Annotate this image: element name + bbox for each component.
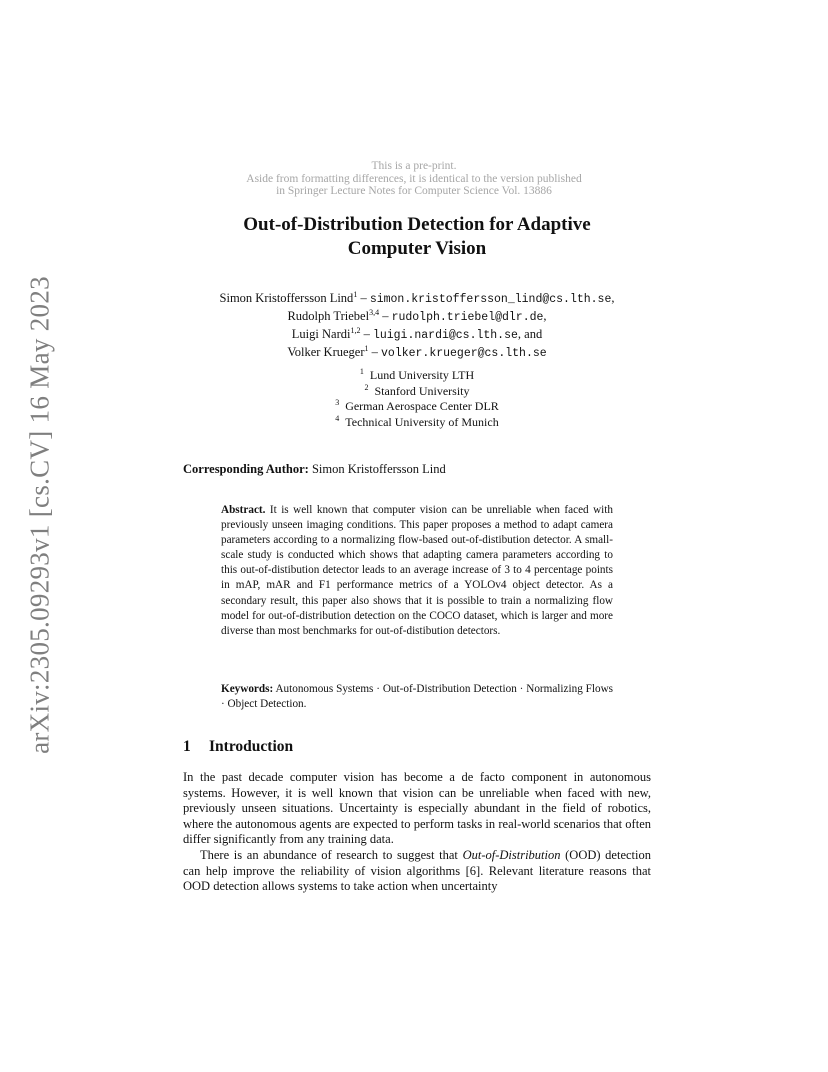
arxiv-side-stamp: arXiv:2305.09293v1 [cs.CV] 16 May 2023 xyxy=(24,276,55,754)
title-line: Out-of-Distribution Detection for Adaptive xyxy=(243,214,591,235)
affiliation-name: Lund University LTH xyxy=(369,368,475,382)
paragraph xyxy=(183,848,651,895)
abstract xyxy=(221,503,613,639)
keywords-text: Autonomous Systems · Out-of-Distribution Detection · Normalizing Flows · Object Detection. xyxy=(221,683,613,711)
affiliation-marker: 3 xyxy=(335,398,340,407)
emphasis-text: Out-of-Distribution xyxy=(462,847,561,862)
abstract-text: It is well known that computer vision can be unreliable when faced with previously unseen imaging conditions. This paper proposes a method to adapt camera parameters according to a normalizing flow-based out-of-distibution detector. A small-scale study is conducted which shows that adapting camera parameters according to this out-of-distibution detector leads to an average increase of 3 to 4 percentage points in mAP, mAR and F1 performance metrics of a YOLOv4 object detector. As a secondary result, this paper also shows that it is possible to train a normalizing flow model for out-of-distribution detection on the COCO dataset, which is larger and more diverse than most benchmarks for out-of-distibution detectors. xyxy=(221,504,613,637)
paragraph-text: (OOD) detection can help improve the reliability of vision algorithms [6]. Relevant literature reasons that OOD detection allows systems to take action when uncertainty xyxy=(183,847,651,894)
preprint-note xyxy=(0,160,828,198)
author-affil-marker: 1,2 xyxy=(350,326,361,335)
author-tail: , and xyxy=(517,327,543,341)
paper-title xyxy=(120,213,714,261)
affiliation-name: German Aerospace Center DLR xyxy=(345,399,499,413)
affiliation xyxy=(120,415,714,431)
author-line xyxy=(120,308,714,326)
title-line: Computer Vision xyxy=(347,238,487,259)
body-text xyxy=(183,770,651,895)
author-tail: , xyxy=(543,309,547,323)
author-list xyxy=(120,290,714,362)
affiliation-name: Technical University of Munich xyxy=(345,414,499,429)
author-email: volker.krueger@cs.lth.se xyxy=(381,347,547,360)
author-separator: – xyxy=(368,345,382,359)
author-affil-marker: 1 xyxy=(364,344,369,353)
author-affil-marker: 1 xyxy=(353,290,358,299)
paragraph: In the past decade computer vision has become a de facto component in autonomous systems. However, it is well known that vision can be unreliable when faced with new, previously unseen situations. Uncertainty is especially abundant in the field of robotics, where the autonomous agents are expected to perform tasks in real-world scenarios that often differ significantly from any training data. xyxy=(183,770,651,847)
affiliation xyxy=(120,384,714,400)
preprint-line: in Springer Lecture Notes for Computer Science Vol. 13886 xyxy=(276,185,552,197)
affiliation-marker: 1 xyxy=(359,367,364,376)
affiliation-name: Stanford University xyxy=(374,383,470,398)
corresponding-author xyxy=(183,462,653,477)
affiliation-marker: 2 xyxy=(364,382,369,392)
author-name: Volker Krueger xyxy=(287,345,365,359)
author-tail: , xyxy=(611,291,615,305)
section-heading xyxy=(183,738,293,756)
author-separator: – xyxy=(379,309,392,323)
section-number: 1 xyxy=(183,738,191,755)
author-name: Rudolph Triebel xyxy=(287,309,370,323)
preprint-line: This is a pre-print. xyxy=(371,160,457,172)
author-email: luigi.nardi@cs.lth.se xyxy=(372,329,518,342)
author-separator: – xyxy=(360,327,373,341)
author-line xyxy=(120,290,714,308)
author-email: simon.kristoffersson_lind@cs.lth.se xyxy=(369,293,612,306)
paragraph-text: There is an abundance of research to suggest that xyxy=(200,847,463,862)
abstract-label: Abstract. xyxy=(221,504,266,516)
affiliation-marker: 4 xyxy=(335,413,340,423)
affiliation-list xyxy=(120,368,714,430)
author-line xyxy=(120,344,714,362)
author-separator: – xyxy=(357,291,370,305)
keywords-label: Keywords: xyxy=(221,683,274,695)
affiliation xyxy=(120,368,714,384)
section-title: Introduction xyxy=(209,738,294,755)
affiliation xyxy=(120,399,714,415)
corresponding-label: Corresponding Author: xyxy=(183,462,309,476)
author-line xyxy=(120,326,714,344)
corresponding-name: Simon Kristoffersson Lind xyxy=(311,462,446,476)
keywords xyxy=(221,682,613,712)
author-name: Simon Kristoffersson Lind xyxy=(219,291,354,305)
preprint-line: Aside from formatting differences, it is identical to the version published xyxy=(246,172,582,185)
author-affil-marker: 3,4 xyxy=(369,308,380,317)
author-name: Luigi Nardi xyxy=(291,327,351,341)
author-email: rudolph.triebel@dlr.de xyxy=(391,311,544,324)
